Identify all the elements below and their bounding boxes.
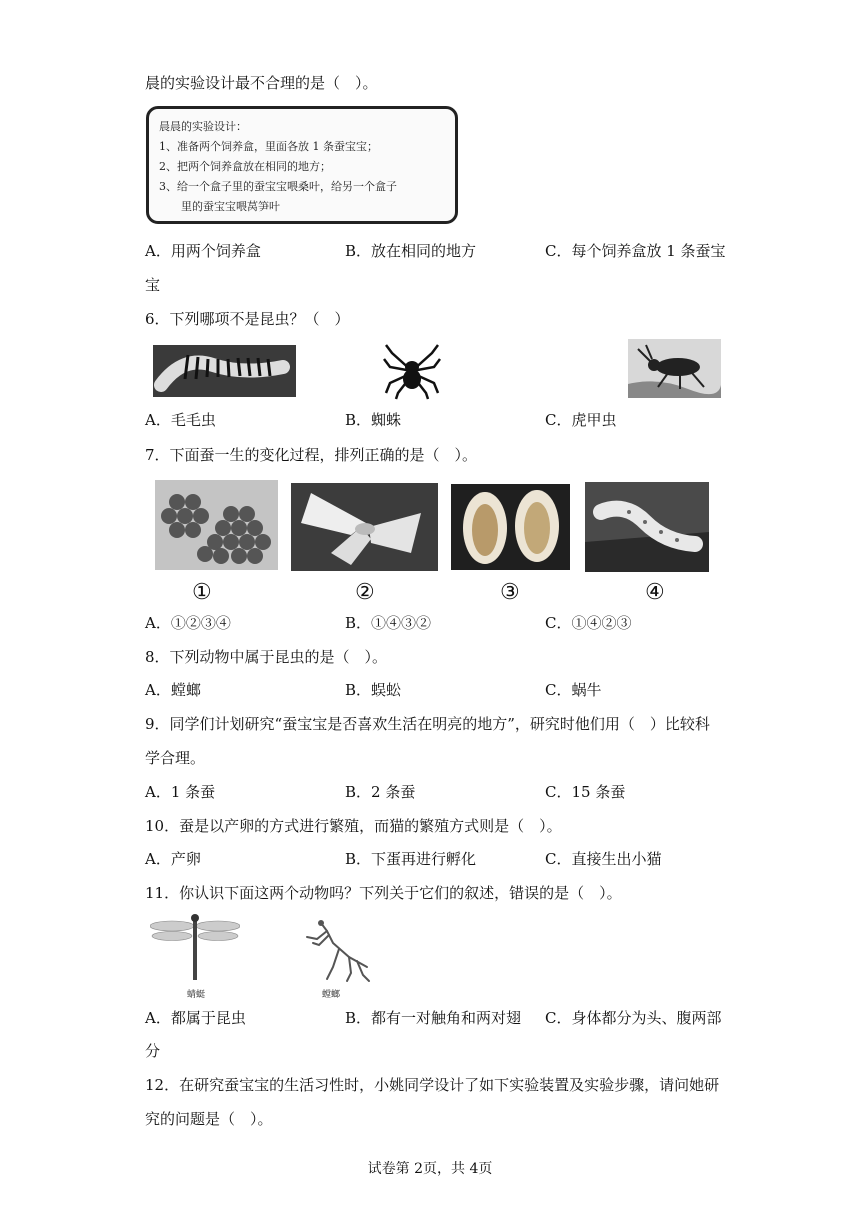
q6-stem: 6．下列哪项不是昆虫？（ ）: [145, 310, 350, 328]
mantis-caption: 螳螂: [322, 990, 341, 1000]
q5-option-c-wrap: 宝: [145, 276, 161, 294]
stage-label-3: ③: [500, 580, 520, 605]
q11-option-b: B．都有一对触角和两对翅: [345, 1009, 522, 1027]
q11-option-a: A．都属于昆虫: [145, 1009, 246, 1027]
page-footer: 试卷第 2页，共 4页: [367, 1161, 493, 1177]
q9-option-c: C．15 条蚕: [545, 783, 626, 801]
q9-option-a: A．1 条蚕: [145, 783, 216, 801]
box-line: 里的蚕宝宝喂莴笋叶: [181, 200, 280, 213]
q6-option-a: A．毛毛虫: [145, 411, 216, 429]
q8-option-a: A．螳螂: [145, 681, 201, 699]
q11-option-c: C．身体都分为头、腹两部: [545, 1009, 722, 1027]
q6-option-b: B．蜘蛛: [345, 411, 402, 429]
q12-stem: 12．在研究蚕宝宝的生活习性时，小姚同学设计了如下实验装置及实验步骤，请问她研: [145, 1076, 720, 1094]
tiger-beetle-image: [628, 339, 721, 398]
q10-option-a: A．产卵: [145, 850, 201, 868]
q9-stem-cont: 学合理。: [145, 749, 206, 767]
stage-label-1: ①: [192, 580, 212, 605]
mantis-image: [293, 917, 373, 983]
q10-option-c: C．直接生出小猫: [545, 850, 662, 868]
silk-moth-image: [291, 483, 438, 571]
q11-stem: 11．你认识下面这两个动物吗？下列关于它们的叙述，错误的是（ ）。: [145, 884, 622, 902]
q7-option-a: A．①②③④: [145, 614, 231, 632]
box-title: 晨晨的实验设计：: [159, 120, 247, 133]
silkworm-larva-image: [585, 482, 709, 572]
q7-stem: 7．下面蚕一生的变化过程，排列正确的是（ ）。: [145, 446, 478, 464]
q6-option-c: C．虎甲虫: [545, 411, 617, 429]
q5-stem-tail: 晨的实验设计最不合理的是（ ）。: [145, 74, 378, 92]
q9-stem: 9．同学们计划研究“蚕宝宝是否喜欢生活在明亮的地方”，研究时他们用（ ）比较科: [145, 715, 710, 733]
q12-stem-cont: 究的问题是（ ）。: [145, 1110, 273, 1128]
q9-option-b: B．2 条蚕: [345, 783, 416, 801]
spider-image: [382, 341, 442, 401]
q8-option-c: C．蜗牛: [545, 681, 602, 699]
q8-stem: 8．下列动物中属于昆虫的是（ ）。: [145, 648, 388, 666]
q7-option-b: B．①④③②: [345, 614, 432, 632]
caterpillar-image: [153, 345, 296, 397]
dragonfly-image: [150, 912, 240, 984]
q5-option-b: B．放在相同的地方: [345, 242, 477, 260]
stage-label-4: ④: [645, 580, 665, 605]
q8-option-b: B．蜈蚣: [345, 681, 402, 699]
q7-option-c: C．①④②③: [545, 614, 632, 632]
silkworm-eggs-image: [155, 480, 278, 570]
q10-option-b: B．下蛋再进行孵化: [345, 850, 477, 868]
q10-stem: 10．蚕是以产卵的方式进行繁殖，而猫的繁殖方式则是（ ）。: [145, 817, 562, 835]
box-line: 1、准备两个饲养盒，里面各放 1 条蚕宝宝；: [159, 140, 378, 153]
box-line: 3、给一个盒子里的蚕宝宝喂桑叶，给另一个盒子: [159, 180, 397, 193]
cocoon-image: [451, 484, 570, 570]
q5-option-c: C．每个饲养盒放 1 条蚕宝: [545, 242, 726, 260]
box-line: 2、把两个饲养盒放在相同的地方；: [159, 160, 331, 173]
q11-option-c-wrap: 分: [145, 1042, 161, 1060]
dragonfly-caption: 蜻蜓: [187, 990, 206, 1000]
q5-option-a: A．用两个饲养盒: [145, 242, 261, 260]
experiment-design-box: [146, 106, 458, 224]
stage-label-2: ②: [355, 580, 375, 605]
